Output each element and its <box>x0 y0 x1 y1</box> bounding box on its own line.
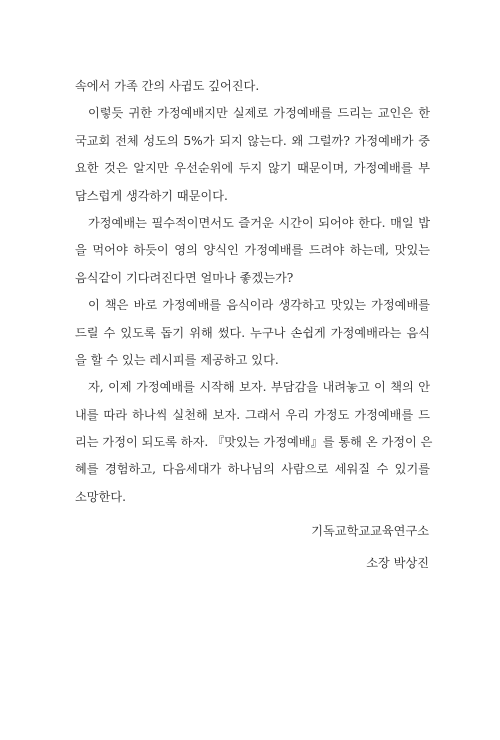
text-line: 드릴 수 있도록 돕기 위해 썼다. 누구나 손쉽게 가정예배라는 음식 <box>75 325 430 340</box>
text-line: 국교회 전체 성도의 5%가 되지 않는다. 왜 그럴까? 가정예배가 중 <box>75 133 430 148</box>
signature-author: 소장 박상진 <box>366 556 429 570</box>
text-line: 소망한다. <box>75 489 126 504</box>
text-line: 가정예배는 필수적이면서도 즐거운 시간이 되어야 한다. 매일 밥 <box>88 215 430 230</box>
text-line: 을 먹어야 하듯이 영의 양식인 가정예배를 드려야 하는데, 맛있는 <box>75 243 430 258</box>
text-line: 리는 가정이 되도록 하자. 『맛있는 가정예배』를 통해 온 가정이 은 <box>75 435 433 450</box>
text-line: 이렇듯 귀한 가정예배지만 실제로 가정예배를 드리는 교인은 한 <box>88 106 430 121</box>
text-line: 이 책은 바로 가정예배를 음식이라 생각하고 맛있는 가정예배를 <box>88 298 430 313</box>
text-line: 담스럽게 생각하기 때문이다. <box>75 188 228 203</box>
signature-block <box>311 515 429 579</box>
text-line: 혜를 경험하고, 다음세대가 하나님의 사람으로 세워질 수 있기를 <box>75 462 430 477</box>
text-line: 요한 것은 알지만 우선순위에 두지 않기 때문이며, 가정예배를 부 <box>75 161 430 176</box>
body-text <box>75 73 433 511</box>
text-line: 속에서 가족 간의 사귐도 깊어진다. <box>75 79 260 93</box>
text-line: 자, 이제 가정예배를 시작해 보자. 부담감을 내려놓고 이 책의 안 <box>88 380 430 395</box>
signature-organization: 기독교학교교육연구소 <box>311 524 429 538</box>
text-line: 내를 따라 하나씩 실천해 보자. 그래서 우리 가정도 가정예배를 드 <box>75 407 430 422</box>
text-line: 을 할 수 있는 레시피를 제공하고 있다. <box>75 352 279 367</box>
text-line: 음식같이 기다려진다면 얼마나 좋겠는가? <box>75 270 294 285</box>
